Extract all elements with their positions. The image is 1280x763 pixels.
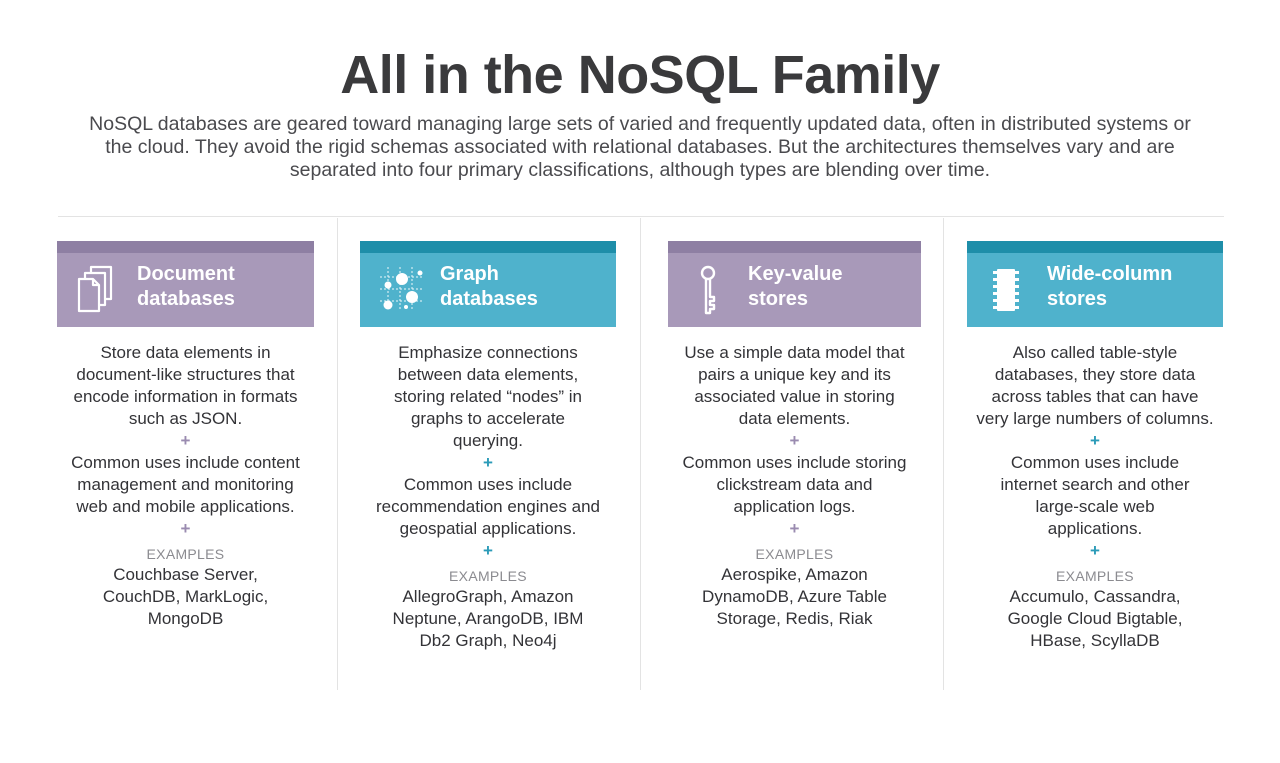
- examples-text: AllegroGraph, Amazon Neptune, ArangoDB, IBM Db2 Graph, Neo4j: [392, 587, 584, 650]
- uses-text: Common uses include internet search and other large-scale web applications.: [1000, 453, 1190, 538]
- column-icon: [983, 263, 1033, 317]
- column-graph-databases: [360, 241, 616, 652]
- column-body: [360, 342, 616, 652]
- column-body: [967, 342, 1223, 652]
- column-title: Graph databases: [440, 263, 538, 310]
- uses-text: Common uses include content management and monitoring web and mobile applications.: [71, 453, 300, 516]
- examples-label: EXAMPLES: [1056, 568, 1134, 584]
- plus-separator: +: [180, 431, 191, 450]
- plus-separator: +: [789, 431, 800, 450]
- description-text: Emphasize connections between data elements, storing related “nodes” in graphs to accelerate querying.: [393, 343, 583, 450]
- column-divider: [640, 218, 641, 690]
- column-key-value-stores: [668, 241, 921, 630]
- intro-paragraph: NoSQL databases are geared toward managing large sets of varied and frequently updated data, often in distributed systems or the cloud. They avoid the rigid schemas associated with relational databases. But the architectures themselves vary and are separated into four primary classifications, although types are blending over time.: [89, 113, 1191, 181]
- column-title: Key-value stores: [748, 263, 843, 310]
- column-divider: [337, 218, 338, 690]
- plus-separator: +: [483, 541, 493, 560]
- column-header: [668, 241, 921, 327]
- uses-text: Common uses include storing clickstream data and application logs.: [682, 453, 907, 516]
- description-text: Also called table-style databases, they store data across tables that can have very large numbers of columns.: [976, 343, 1214, 428]
- key-icon: [684, 263, 734, 317]
- column-body: [668, 342, 921, 630]
- graph-nodes-icon: [376, 263, 426, 317]
- header-divider: [58, 216, 1224, 217]
- document-stack-icon: [73, 263, 123, 317]
- page-title: All in the NoSQL Family: [340, 45, 940, 105]
- description-text: Use a simple data model that pairs a unique key and its associated value in storing data elements.: [684, 343, 905, 428]
- uses-text: Common uses include recommendation engines and geospatial applications.: [376, 475, 600, 538]
- plus-separator: +: [789, 519, 800, 538]
- examples-text: Aerospike, Amazon DynamoDB, Azure Table Storage, Redis, Riak: [702, 565, 887, 628]
- column-title: Document databases: [137, 263, 235, 310]
- plus-separator: +: [180, 519, 191, 538]
- examples-label: EXAMPLES: [449, 568, 527, 584]
- plus-separator: +: [1090, 431, 1100, 450]
- column-wide-column-stores: [967, 241, 1223, 652]
- examples-text: Accumulo, Cassandra, Google Cloud Bigtable, HBase, ScyllaDB: [1007, 587, 1183, 650]
- plus-separator: +: [483, 453, 493, 472]
- plus-separator: +: [1090, 541, 1100, 560]
- description-text: Store data elements in document-like structures that encode information in formats such as JSON.: [73, 343, 298, 428]
- column-title: Wide-column stores: [1047, 263, 1173, 310]
- column-divider: [943, 218, 944, 690]
- column-header: [360, 241, 616, 327]
- column-header: [57, 241, 314, 327]
- column-document-databases: [57, 241, 314, 630]
- column-body: [57, 342, 314, 630]
- examples-label: EXAMPLES: [755, 546, 834, 562]
- examples-text: Couchbase Server, CouchDB, MarkLogic, MongoDB: [102, 565, 269, 628]
- column-header: [967, 241, 1223, 327]
- examples-label: EXAMPLES: [146, 546, 225, 562]
